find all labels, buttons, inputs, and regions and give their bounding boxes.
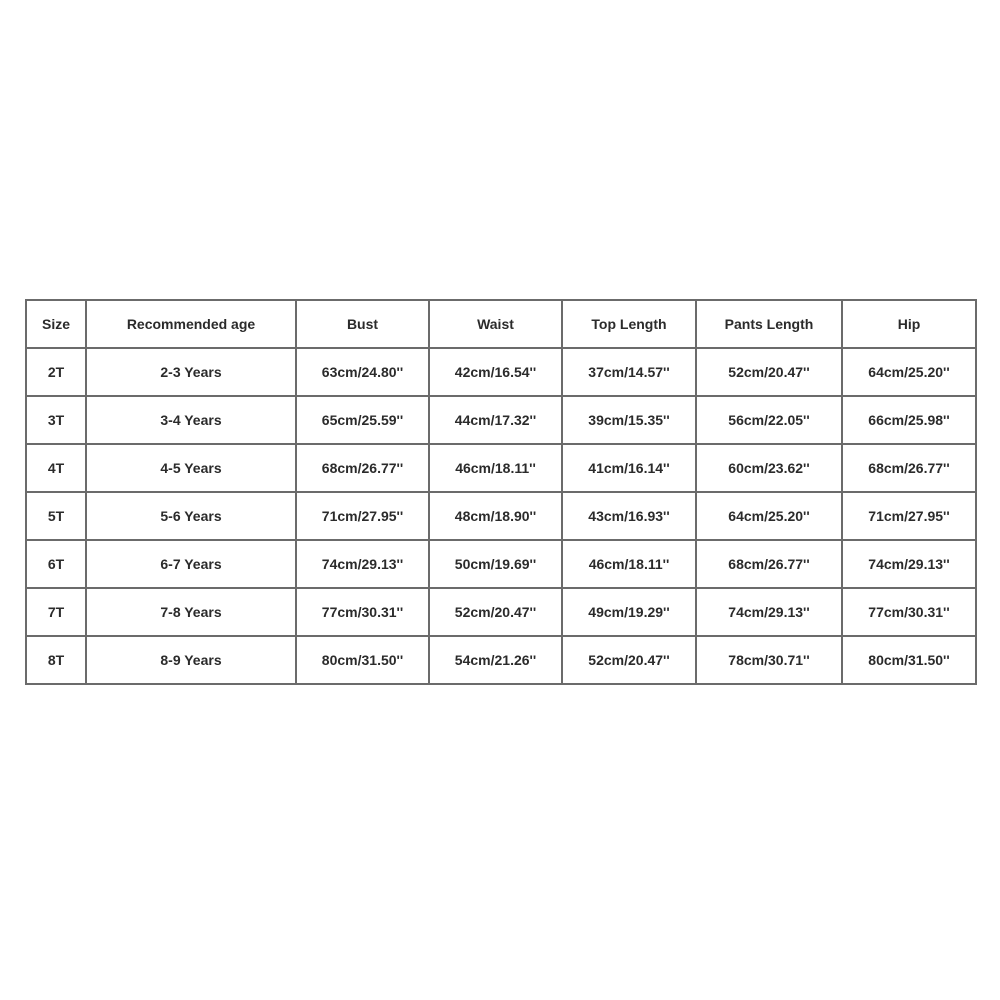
age-cell: 7-8 Years (86, 588, 296, 636)
hip-cell: 74cm/29.13'' (842, 540, 976, 588)
top-length-cell: 52cm/20.47'' (562, 636, 696, 684)
bust-cell: 71cm/27.95'' (296, 492, 429, 540)
age-cell: 2-3 Years (86, 348, 296, 396)
pants-length-cell: 74cm/29.13'' (696, 588, 842, 636)
waist-cell: 46cm/18.11'' (429, 444, 562, 492)
table-row (26, 444, 976, 492)
waist-cell: 54cm/21.26'' (429, 636, 562, 684)
table-row (26, 588, 976, 636)
waist-cell: 42cm/16.54'' (429, 348, 562, 396)
bust-cell: 68cm/26.77'' (296, 444, 429, 492)
age-cell: 5-6 Years (86, 492, 296, 540)
header-row (26, 300, 976, 348)
top-length-cell: 49cm/19.29'' (562, 588, 696, 636)
pants-length-cell: 60cm/23.62'' (696, 444, 842, 492)
header-cell-size: Size (26, 300, 86, 348)
pants-length-cell: 52cm/20.47'' (696, 348, 842, 396)
waist-cell: 52cm/20.47'' (429, 588, 562, 636)
waist-cell: 48cm/18.90'' (429, 492, 562, 540)
table-row (26, 540, 976, 588)
waist-cell: 44cm/17.32'' (429, 396, 562, 444)
age-cell: 8-9 Years (86, 636, 296, 684)
age-cell: 3-4 Years (86, 396, 296, 444)
top-length-cell: 41cm/16.14'' (562, 444, 696, 492)
hip-cell: 68cm/26.77'' (842, 444, 976, 492)
bust-cell: 77cm/30.31'' (296, 588, 429, 636)
header-cell-pants-length: Pants Length (696, 300, 842, 348)
table-row (26, 396, 976, 444)
pants-length-cell: 68cm/26.77'' (696, 540, 842, 588)
pants-length-cell: 64cm/25.20'' (696, 492, 842, 540)
bust-cell: 65cm/25.59'' (296, 396, 429, 444)
pants-length-cell: 78cm/30.71'' (696, 636, 842, 684)
hip-cell: 64cm/25.20'' (842, 348, 976, 396)
waist-cell: 50cm/19.69'' (429, 540, 562, 588)
header-cell-top-length: Top Length (562, 300, 696, 348)
size-chart-table (25, 299, 977, 685)
header-cell-bust: Bust (296, 300, 429, 348)
hip-cell: 80cm/31.50'' (842, 636, 976, 684)
header-cell-recommended-age: Recommended age (86, 300, 296, 348)
age-cell: 6-7 Years (86, 540, 296, 588)
table-row (26, 348, 976, 396)
hip-cell: 71cm/27.95'' (842, 492, 976, 540)
size-cell: 7T (26, 588, 86, 636)
top-length-cell: 46cm/18.11'' (562, 540, 696, 588)
table-row (26, 492, 976, 540)
bust-cell: 74cm/29.13'' (296, 540, 429, 588)
size-cell: 6T (26, 540, 86, 588)
hip-cell: 66cm/25.98'' (842, 396, 976, 444)
size-cell: 3T (26, 396, 86, 444)
table-row (26, 636, 976, 684)
size-cell: 5T (26, 492, 86, 540)
top-length-cell: 43cm/16.93'' (562, 492, 696, 540)
bust-cell: 80cm/31.50'' (296, 636, 429, 684)
size-cell: 2T (26, 348, 86, 396)
top-length-cell: 39cm/15.35'' (562, 396, 696, 444)
pants-length-cell: 56cm/22.05'' (696, 396, 842, 444)
size-cell: 8T (26, 636, 86, 684)
age-cell: 4-5 Years (86, 444, 296, 492)
top-length-cell: 37cm/14.57'' (562, 348, 696, 396)
hip-cell: 77cm/30.31'' (842, 588, 976, 636)
header-cell-waist: Waist (429, 300, 562, 348)
size-cell: 4T (26, 444, 86, 492)
bust-cell: 63cm/24.80'' (296, 348, 429, 396)
header-cell-hip: Hip (842, 300, 976, 348)
